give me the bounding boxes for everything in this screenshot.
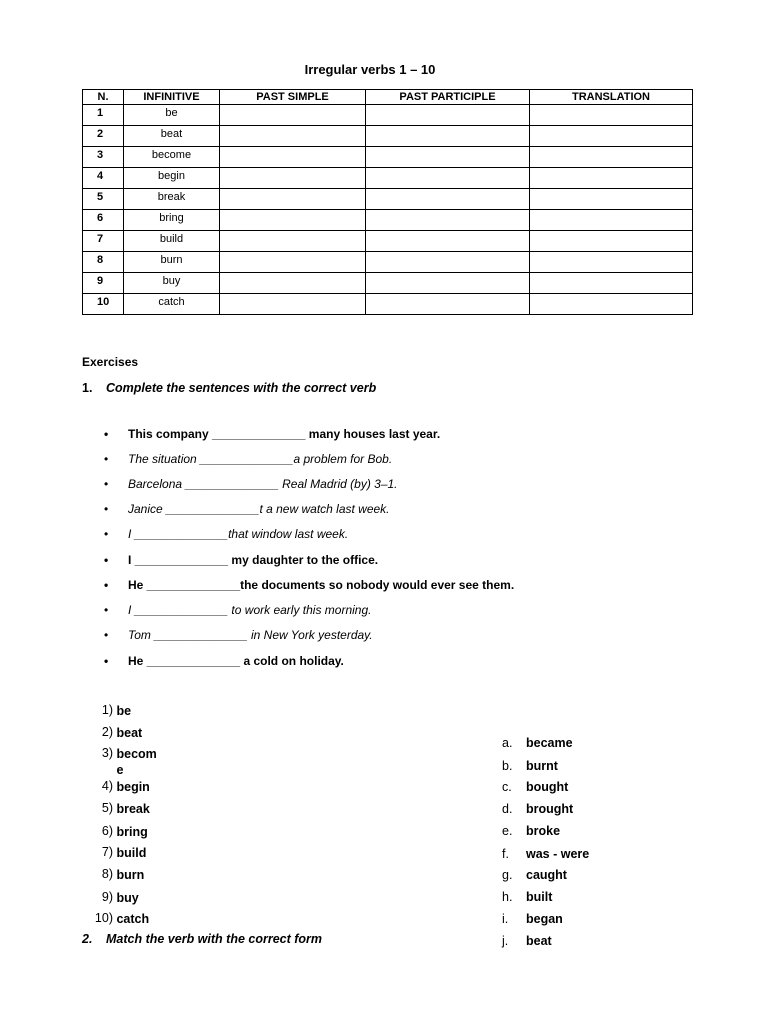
sentence-item	[104, 578, 514, 592]
row-number: 1	[83, 105, 124, 126]
bullet-icon: •	[104, 427, 109, 441]
sentence-item	[104, 477, 398, 491]
item-letter: j.	[502, 934, 509, 948]
past-participle-cell[interactable]	[366, 168, 530, 189]
match-left-item	[88, 867, 161, 883]
bullet-icon: •	[104, 654, 109, 668]
item-letter: e.	[502, 824, 513, 838]
infinitive-cell: beat	[124, 126, 220, 147]
item-word: was - were	[526, 847, 590, 861]
row-number: 9	[83, 273, 124, 294]
item-word: become	[116, 747, 157, 777]
item-number: 3)	[101, 746, 113, 760]
past-simple-cell[interactable]	[220, 126, 366, 147]
bullet-icon: •	[104, 502, 109, 516]
sentence-item	[104, 502, 390, 516]
item-number: 10)	[94, 911, 113, 925]
match-left-item	[88, 845, 161, 861]
row-number: 3	[83, 147, 124, 168]
translation-cell[interactable]	[530, 168, 693, 189]
table-row	[83, 273, 693, 294]
column-header: INFINITIVE	[124, 90, 220, 105]
match-left-item	[88, 746, 161, 778]
translation-cell[interactable]	[530, 231, 693, 252]
infinitive-cell: build	[124, 231, 220, 252]
match-left-item	[88, 725, 161, 741]
translation-cell[interactable]	[530, 273, 693, 294]
past-simple-cell[interactable]	[220, 294, 366, 315]
page-title: Irregular verbs 1 – 10	[304, 62, 436, 77]
sentence-item	[104, 628, 373, 642]
past-participle-cell[interactable]	[366, 231, 530, 252]
sentence-item	[104, 654, 344, 668]
item-number: 9)	[101, 890, 113, 904]
exercises-heading: Exercises	[82, 355, 139, 369]
sentence-item	[104, 527, 348, 541]
item-letter: b.	[502, 759, 513, 773]
item-letter: d.	[502, 802, 513, 816]
infinitive-cell: be	[124, 105, 220, 126]
past-simple-cell[interactable]	[220, 210, 366, 231]
match-right-item	[502, 736, 573, 750]
match-right-item	[502, 934, 552, 948]
item-word: built	[526, 890, 553, 904]
exercise-instruction: Complete the sentences with the correct verb	[106, 381, 377, 395]
item-word: became	[526, 736, 573, 750]
infinitive-cell: buy	[124, 273, 220, 294]
item-word: break	[116, 802, 150, 816]
table-row	[83, 210, 693, 231]
past-participle-cell[interactable]	[366, 210, 530, 231]
sentence-text: Barcelona ______________ Real Madrid (by) 3–1.	[128, 477, 398, 491]
past-simple-cell[interactable]	[220, 252, 366, 273]
item-word: bought	[526, 780, 569, 794]
past-simple-cell[interactable]	[220, 168, 366, 189]
bullet-icon: •	[104, 628, 109, 642]
item-word: burnt	[526, 759, 558, 773]
table-row	[83, 105, 693, 126]
table-row	[83, 126, 693, 147]
table-header-row	[83, 90, 693, 105]
past-participle-cell[interactable]	[366, 273, 530, 294]
infinitive-cell: bring	[124, 210, 220, 231]
sentence-item	[104, 603, 372, 617]
sentence-item	[104, 452, 392, 466]
irregular-verbs-table	[82, 89, 693, 315]
column-header: PAST PARTICIPLE	[366, 90, 530, 105]
exercise-instruction: Match the verb with the correct form	[106, 932, 323, 946]
item-letter: c.	[502, 780, 512, 794]
match-right-item	[502, 824, 560, 838]
exercise-number: 2.	[82, 932, 93, 946]
past-participle-cell[interactable]	[366, 126, 530, 147]
past-participle-cell[interactable]	[366, 147, 530, 168]
row-number: 5	[83, 189, 124, 210]
exercise-2-title	[82, 932, 322, 946]
infinitive-cell: burn	[124, 252, 220, 273]
past-participle-cell[interactable]	[366, 189, 530, 210]
item-word: beat	[526, 934, 552, 948]
match-left-item	[88, 890, 161, 906]
item-word: build	[116, 846, 147, 860]
item-letter: g.	[502, 868, 513, 882]
row-number: 8	[83, 252, 124, 273]
item-number: 4)	[101, 779, 113, 793]
column-header: N.	[83, 90, 124, 105]
item-word: buy	[116, 891, 139, 905]
sentence-text: I ______________ to work early this morning.	[128, 603, 372, 617]
row-number: 2	[83, 126, 124, 147]
match-right-item	[502, 847, 589, 861]
sentence-item	[104, 427, 440, 441]
sentence-text: This company ______________ many houses last year.	[128, 427, 441, 441]
table-row	[83, 231, 693, 252]
item-number: 2)	[101, 725, 113, 739]
translation-cell[interactable]	[530, 126, 693, 147]
item-number: 6)	[101, 824, 113, 838]
bullet-icon: •	[104, 452, 109, 466]
bullet-icon: •	[104, 603, 109, 617]
match-right-item	[502, 780, 568, 794]
table-row	[83, 294, 693, 315]
sentence-text: Tom ______________ in New York yesterday.	[128, 628, 373, 642]
past-participle-cell[interactable]	[366, 252, 530, 273]
past-simple-cell[interactable]	[220, 231, 366, 252]
translation-cell[interactable]	[530, 294, 693, 315]
item-word: be	[116, 704, 132, 718]
item-word: bring	[116, 825, 148, 839]
bullet-icon: •	[104, 553, 109, 567]
match-left-item	[88, 824, 161, 840]
row-number: 10	[83, 294, 124, 315]
match-right-item	[502, 912, 563, 926]
sentence-text: Janice ______________t a new watch last week.	[128, 502, 390, 516]
translation-cell[interactable]	[530, 147, 693, 168]
infinitive-cell: break	[124, 189, 220, 210]
infinitive-cell: catch	[124, 294, 220, 315]
past-simple-cell[interactable]	[220, 105, 366, 126]
past-simple-cell[interactable]	[220, 273, 366, 294]
match-left-item	[88, 779, 161, 795]
match-right-item	[502, 759, 558, 773]
column-header: PAST SIMPLE	[220, 90, 366, 105]
item-number: 7)	[101, 845, 113, 859]
item-word: began	[526, 912, 563, 926]
infinitive-cell: begin	[124, 168, 220, 189]
item-word: begin	[116, 780, 150, 794]
item-number: 5)	[101, 801, 113, 815]
translation-cell[interactable]	[530, 210, 693, 231]
item-letter: a.	[502, 736, 513, 750]
column-header: TRANSLATION	[530, 90, 693, 105]
row-number: 4	[83, 168, 124, 189]
past-simple-cell[interactable]	[220, 147, 366, 168]
match-left-item	[88, 801, 161, 817]
match-right-item	[502, 868, 567, 882]
item-word: broke	[526, 824, 561, 838]
translation-cell[interactable]	[530, 105, 693, 126]
match-right-item	[502, 802, 573, 816]
sentence-item	[104, 553, 378, 567]
table-row	[83, 189, 693, 210]
row-number: 7	[83, 231, 124, 252]
item-number: 1)	[101, 703, 113, 717]
row-number: 6	[83, 210, 124, 231]
item-word: caught	[526, 868, 567, 882]
translation-cell[interactable]	[530, 189, 693, 210]
sentence-text: He ______________ a cold on holiday.	[128, 654, 344, 668]
item-word: beat	[116, 726, 143, 740]
match-left-item	[88, 911, 161, 927]
sentence-text: He ______________the documents so nobody would ever see them.	[128, 578, 515, 592]
match-right-item	[502, 890, 552, 904]
sentence-text: I ______________ my daughter to the office.	[128, 553, 379, 567]
bullet-icon: •	[104, 527, 109, 541]
item-letter: f.	[502, 847, 509, 861]
match-left-item	[88, 703, 161, 719]
table-row	[83, 147, 693, 168]
sentence-text: I ______________that window last week.	[128, 527, 349, 541]
translation-cell[interactable]	[530, 252, 693, 273]
exercise-number: 1.	[82, 381, 93, 395]
past-participle-cell[interactable]	[366, 294, 530, 315]
sentence-text: The situation ______________a problem for Bob.	[128, 452, 393, 466]
item-word: brought	[526, 802, 574, 816]
past-simple-cell[interactable]	[220, 189, 366, 210]
table-row	[83, 168, 693, 189]
item-letter: i.	[502, 912, 509, 926]
exercise-1-title	[82, 381, 376, 395]
item-letter: h.	[502, 890, 513, 904]
item-word: burn	[116, 868, 145, 882]
item-number: 8)	[101, 867, 113, 881]
infinitive-cell: become	[124, 147, 220, 168]
table-row	[83, 252, 693, 273]
bullet-icon: •	[104, 578, 109, 592]
past-participle-cell[interactable]	[366, 105, 530, 126]
item-word: catch	[116, 912, 150, 926]
bullet-icon: •	[104, 477, 109, 491]
